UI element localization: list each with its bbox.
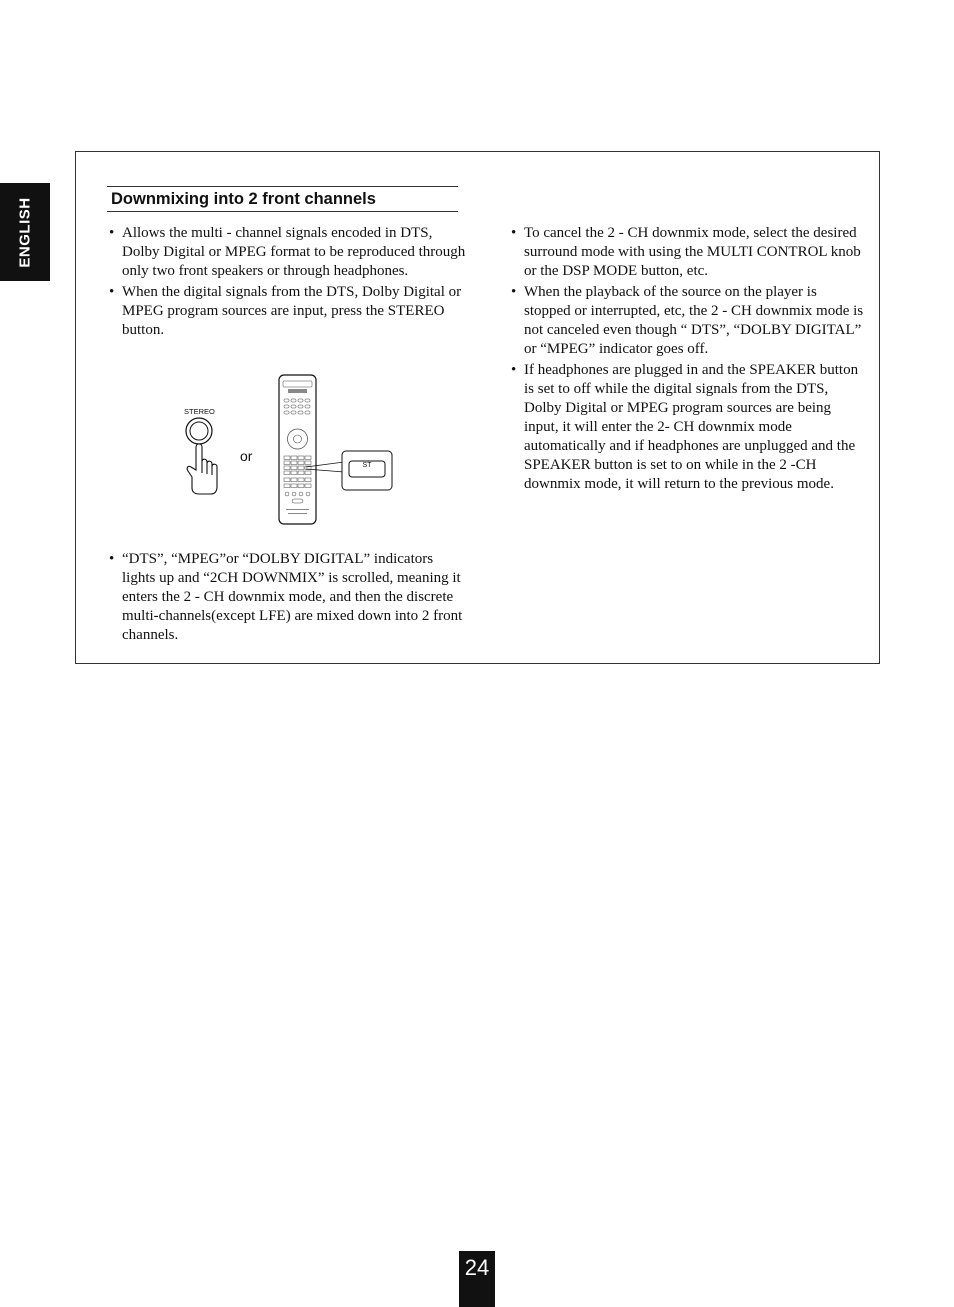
bullet-item: • When the playback of the source on the player is stopped or interrupted, etc, the 2 - CH downmix mode is not canceled even though “ DTS”, “DOLBY DIGITAL” or “MPEG” indicator goes off. (510, 283, 865, 359)
bullet-item: • If headphones are plugged in and the SPEAKER button is set to off while the digital signals from the DTS, Dolby Digital or MPEG program sources are being input, it will enter the 2- CH downmix mode automatically and if headphones are unplugged and the SPEAKER button is set to on while in the 2 -CH downmix mode, it will return to the previous mode. (510, 361, 865, 494)
pressing-hand-icon (187, 444, 217, 494)
bullet-item: • When the digital signals from the DTS, Dolby Digital or MPEG program sources are input, press the STEREO button. (108, 283, 470, 340)
st-callout-icon (306, 451, 392, 490)
language-tab-label: ENGLISH (16, 196, 34, 268)
section-title: Downmixing into 2 front channels (107, 186, 458, 212)
page-number: 24 (459, 1251, 495, 1307)
remote-control-icon (279, 375, 316, 524)
right-column (510, 224, 865, 496)
or-label: or (240, 448, 253, 464)
bullet-item: • Allows the multi - channel signals encoded in DTS, Dolby Digital or MPEG format to be reproduced through only two front speakers or through headphones. (108, 224, 470, 281)
left-column-top (108, 224, 470, 342)
bullet-item: • “DTS”, “MPEG”or “DOLBY DIGITAL” indicators lights up and “2CH DOWNMIX” is scrolled, meaning it enters the 2 - CH downmix mode, and then the discrete multi-channels(except LFE) are mixed down into 2 front channels. (108, 550, 470, 645)
remote-st-button-label: ST (362, 462, 372, 469)
stereo-label: STEREO (184, 407, 215, 416)
bullet-item: • To cancel the 2 - CH downmix mode, select the desired surround mode with using the MULTI CONTROL knob or the DSP MODE button, etc. (510, 224, 865, 281)
language-tab (0, 183, 50, 281)
stereo-button-icon (186, 418, 212, 444)
stereo-button-illustration (170, 370, 405, 530)
left-column-bottom (108, 550, 470, 647)
